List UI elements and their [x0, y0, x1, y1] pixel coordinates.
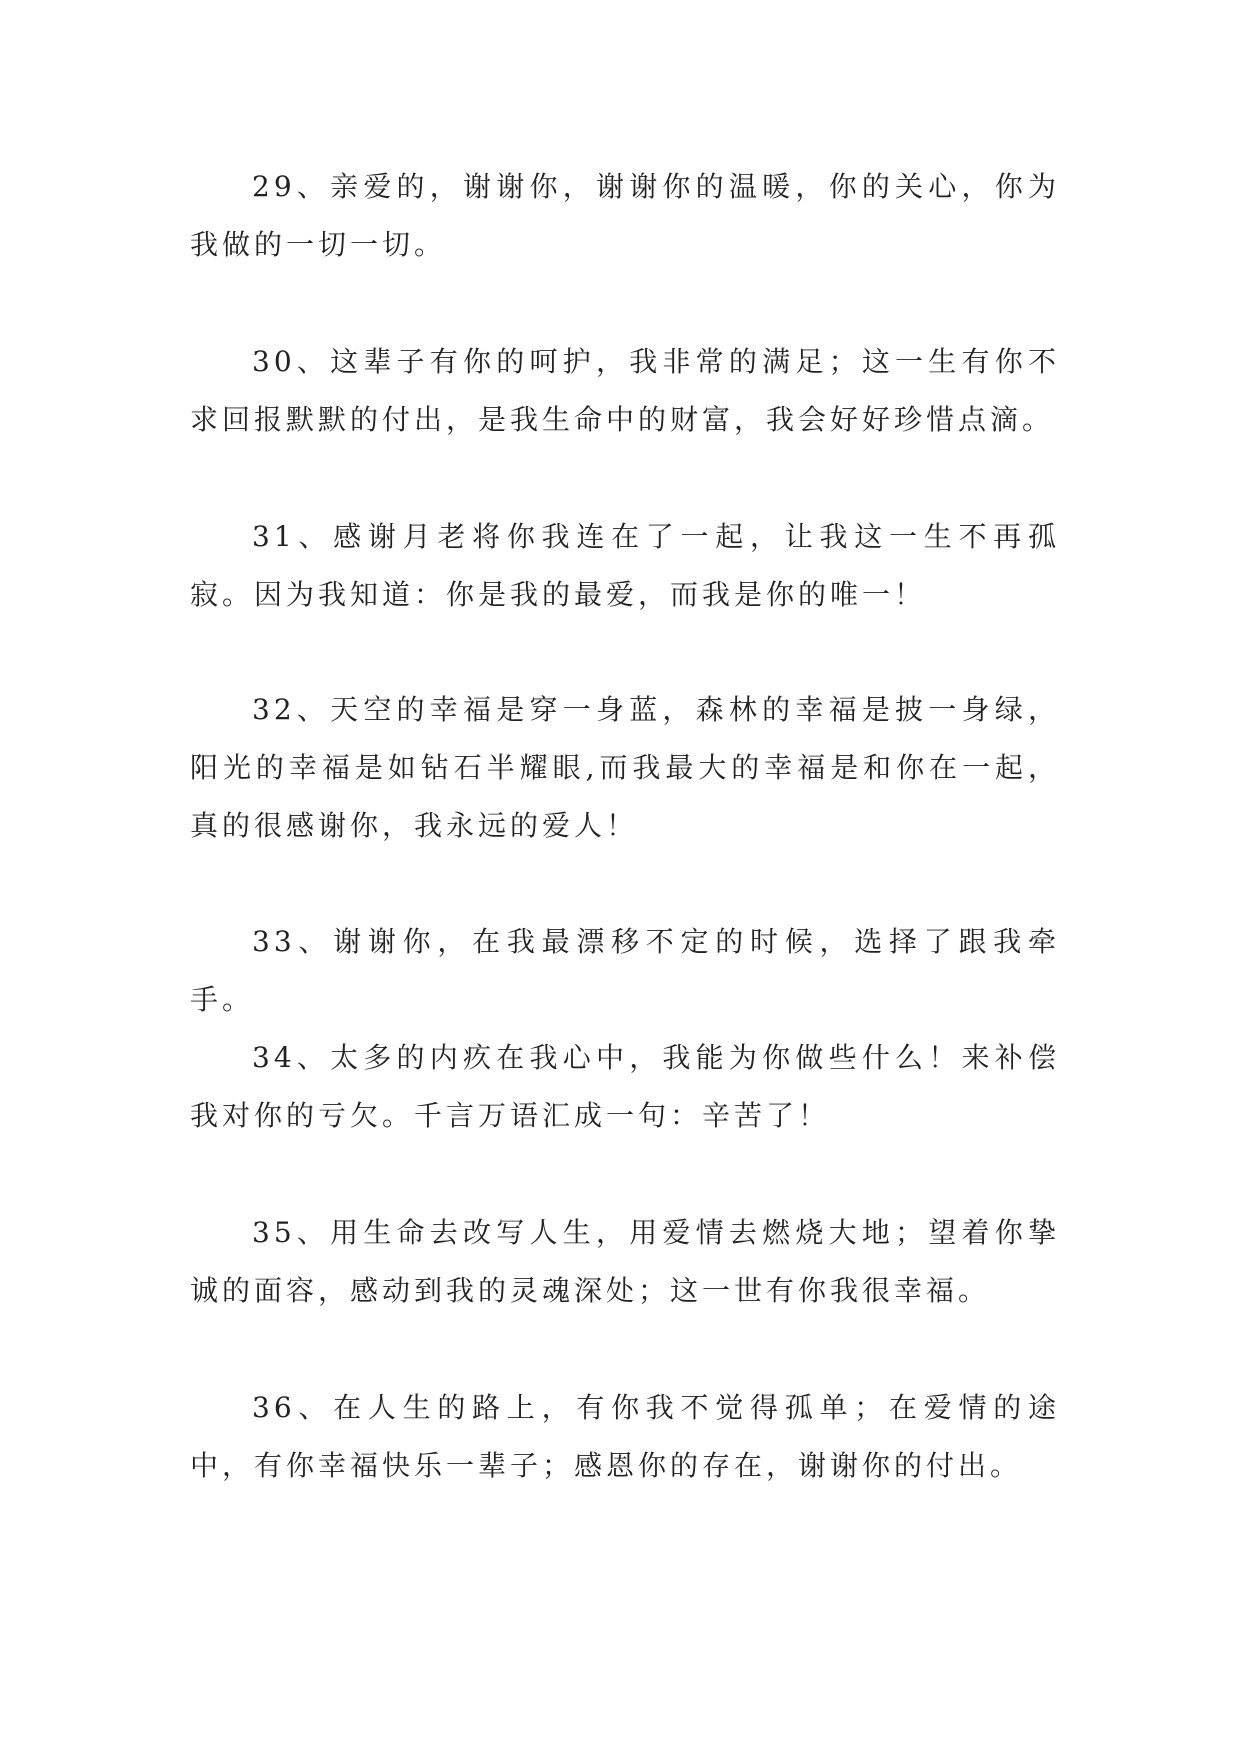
paragraph-36: 36、在人生的路上，有你我不觉得孤单；在爱情的途中，有你幸福快乐一辈子；感恩你的存在，谢谢你的付出。 — [190, 1391, 1060, 1482]
paragraph-31: 31、感谢月老将你我连在了一起，让我这一生不再孤寂。因为我知道：你是我的最爱，而我是你的唯一！ — [190, 520, 1060, 611]
paragraph-32: 32、天空的幸福是穿一身蓝，森林的幸福是披一身绿，阳光的幸福是如钻石半耀眼,而我最大的幸福是和你在一起，真的很感谢你，我永远的爱人！ — [190, 693, 1060, 842]
paragraph-34: 34、太多的内疚在我心中，我能为你做些什么！来补偿我对你的亏欠。千言万语汇成一句：辛苦了！ — [190, 1041, 1060, 1132]
paragraph-35: 35、用生命去改写人生，用爱情去燃烧大地；望着你挚诚的面容，感动到我的灵魂深处；这一世有你我很幸福。 — [190, 1216, 1060, 1307]
paragraph-33: 33、谢谢你，在我最漂移不定的时候，选择了跟我牵手。 — [190, 925, 1060, 1016]
paragraph-29: 29、亲爱的，谢谢你，谢谢你的温暖，你的关心，你为我做的一切一切。 — [190, 170, 1060, 261]
paragraph-30: 30、这辈子有你的呵护，我非常的满足；这一生有你不求回报默默的付出，是我生命中的财富，我会好好珍惜点滴。 — [190, 345, 1060, 436]
